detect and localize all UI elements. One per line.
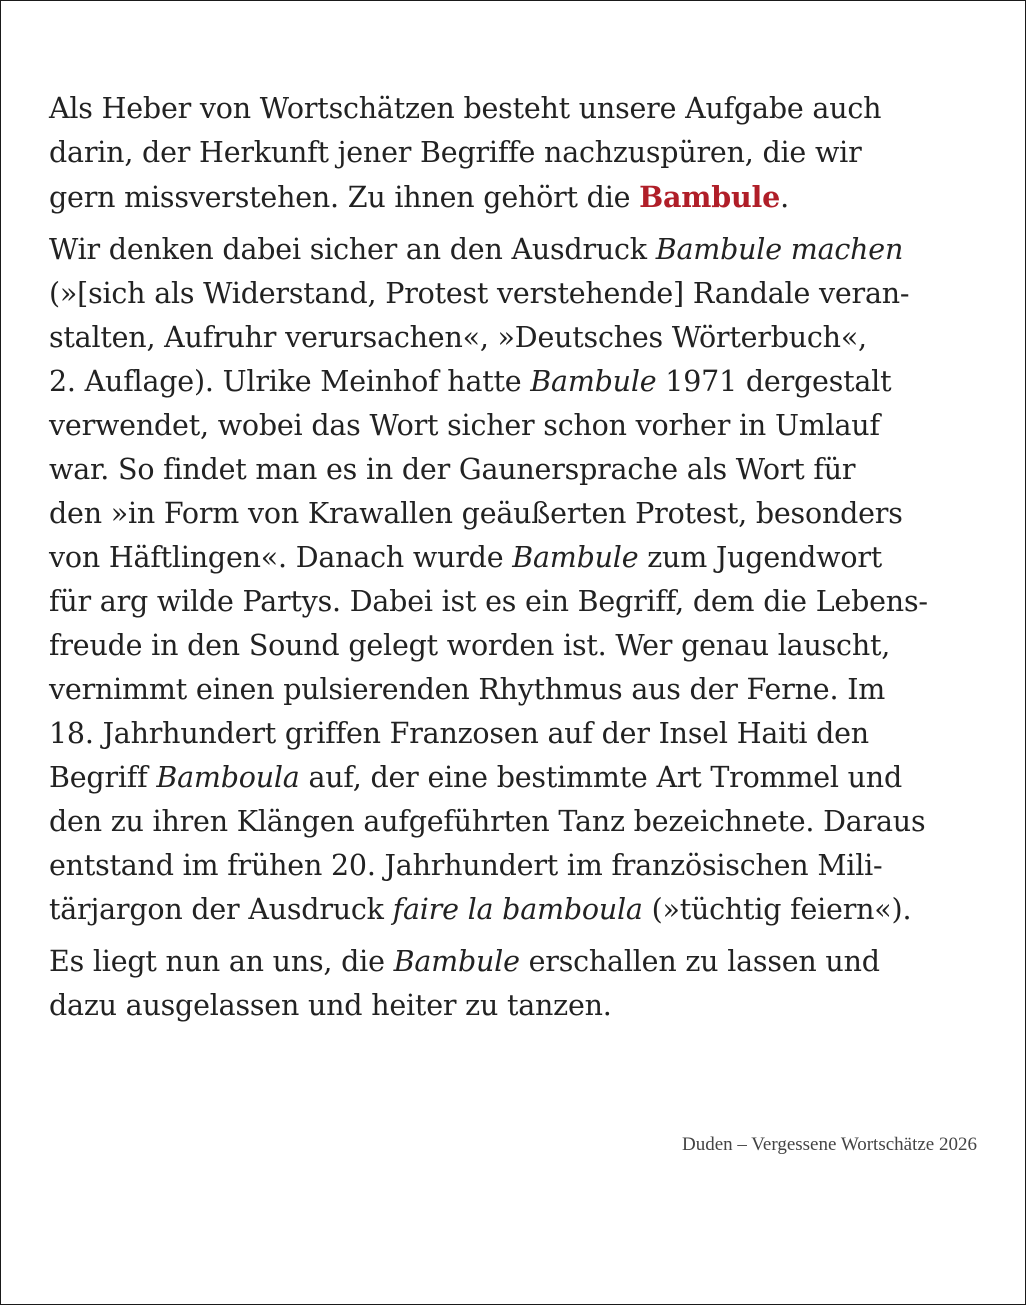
text-segment: den zu ihren Klängen aufgeführten Tanz bezeichnete. Daraus	[49, 805, 926, 838]
text-line	[49, 940, 989, 984]
text-line	[49, 624, 989, 668]
text-segment: auf, der eine bestimmte Art Trommel und	[299, 761, 902, 794]
text-segment: war. So findet man es in der Gaunersprache als Wort für	[49, 453, 856, 486]
text-segment: für arg wilde Partys. Dabei ist es ein Begriff, dem die Lebens-	[49, 585, 928, 618]
text-segment: dazu ausgelassen und heiter zu tanzen.	[49, 989, 612, 1022]
italic-term: Bamboula	[156, 761, 300, 794]
paragraph-1	[49, 87, 989, 220]
text-segment: tärjargon der Ausdruck	[49, 893, 393, 926]
paragraph-3	[49, 940, 989, 1028]
text-segment: 1971 dergestalt	[656, 365, 892, 398]
italic-term: faire la bamboula	[392, 893, 643, 926]
italic-term: Bambule	[530, 365, 657, 398]
text-line	[49, 800, 989, 844]
highlighted-term: Bambule	[639, 180, 781, 214]
article-body	[49, 87, 989, 1036]
text-line	[49, 580, 989, 624]
text-segment: vernimmt einen pulsierenden Rhythmus aus der Ferne. Im	[49, 673, 886, 706]
text-line	[49, 888, 989, 932]
text-segment: (»[sich als Widerstand, Protest verstehende] Randale veran-	[49, 277, 910, 310]
text-segment: (»tüchtig feiern«).	[642, 893, 912, 926]
text-segment: gern missverstehen. Zu ihnen gehört die	[49, 181, 640, 214]
text-line	[49, 87, 989, 131]
text-segment: stalten, Aufruhr verursachen«, »Deutsches Wörterbuch«,	[49, 321, 867, 354]
text-segment: Es liegt nun an uns, die	[49, 945, 394, 978]
text-segment: von Häftlingen«. Danach wurde	[49, 541, 513, 574]
text-segment: erschallen zu lassen und	[519, 945, 880, 978]
source-footer: Duden – Vergessene Wortschätze 2026	[681, 1134, 977, 1155]
text-segment: freude in den Sound gelegt worden ist. Wer genau lauscht,	[49, 629, 891, 662]
text-line	[49, 984, 989, 1028]
text-line	[49, 404, 989, 448]
text-line	[49, 175, 989, 220]
text-line	[49, 228, 989, 272]
text-segment: den »in Form von Krawallen geäußerten Protest, besonders	[49, 497, 903, 530]
text-line	[49, 756, 989, 800]
text-line	[49, 448, 989, 492]
text-segment: darin, der Herkunft jener Begriffe nachzuspüren, die wir	[49, 136, 862, 169]
text-line	[49, 360, 989, 404]
italic-term: Bambule machen	[655, 233, 904, 266]
text-line	[49, 316, 989, 360]
paragraph-2	[49, 228, 989, 932]
italic-term: Bambule	[393, 945, 520, 978]
text-segment: 2. Auflage). Ulrike Meinhof hatte	[49, 365, 531, 398]
text-segment: entstand im frühen 20. Jahrhundert im französischen Mili-	[49, 849, 883, 882]
text-line	[49, 536, 989, 580]
text-segment: .	[780, 181, 789, 214]
text-segment: 18. Jahrhundert griffen Franzosen auf der Insel Haiti den	[49, 717, 869, 750]
text-segment: Als Heber von Wortschätzen besteht unsere Aufgabe auch	[49, 92, 882, 125]
text-line	[49, 492, 989, 536]
text-line	[49, 131, 989, 175]
text-line	[49, 712, 989, 756]
text-line	[49, 844, 989, 888]
text-line	[49, 272, 989, 316]
italic-term: Bambule	[512, 541, 639, 574]
text-segment: Wir denken dabei sicher an den Ausdruck	[49, 233, 656, 266]
text-segment: Begriff	[49, 761, 157, 794]
text-segment: verwendet, wobei das Wort sicher schon vorher in Umlauf	[49, 409, 880, 442]
text-line	[49, 668, 989, 712]
text-segment: zum Jugendwort	[638, 541, 883, 574]
